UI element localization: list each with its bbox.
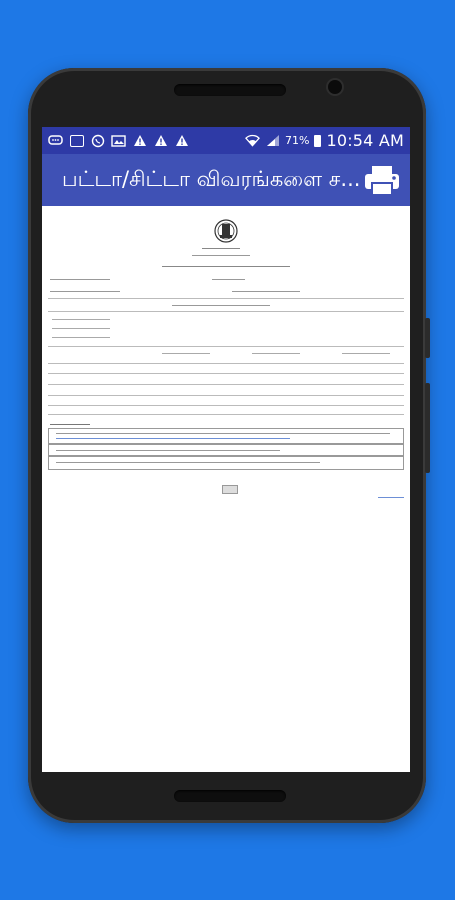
earpiece-speaker (174, 84, 286, 96)
battery-percent: 71% (285, 134, 310, 147)
document-link[interactable] (378, 497, 404, 498)
image-icon (69, 134, 84, 148)
screen (42, 127, 410, 772)
wifi-icon (245, 134, 260, 148)
warning-icon (174, 134, 189, 148)
note-row (48, 456, 404, 470)
bottom-speaker (174, 790, 286, 802)
print-icon (364, 164, 400, 197)
clock: 10:54 AM (326, 131, 404, 150)
phone-frame (28, 68, 426, 823)
signal-icon (265, 134, 280, 148)
app-bar (42, 154, 410, 206)
volume-button (425, 318, 430, 358)
warning-icon (132, 134, 147, 148)
note-row (48, 428, 404, 444)
emblem-logo (214, 218, 238, 244)
document-button[interactable] (222, 485, 238, 494)
power-button (425, 383, 430, 473)
whatsapp-icon (90, 134, 105, 148)
front-camera (328, 80, 342, 94)
chat-icon (48, 134, 63, 148)
app-title: பட்டா/சிட்டா விவரங்களை ச... (62, 166, 361, 191)
print-button[interactable] (364, 164, 400, 197)
document-preview (42, 206, 410, 772)
gallery-icon (111, 134, 126, 148)
battery-icon (314, 135, 321, 147)
status-bar (42, 127, 410, 154)
warning-icon (153, 134, 168, 148)
